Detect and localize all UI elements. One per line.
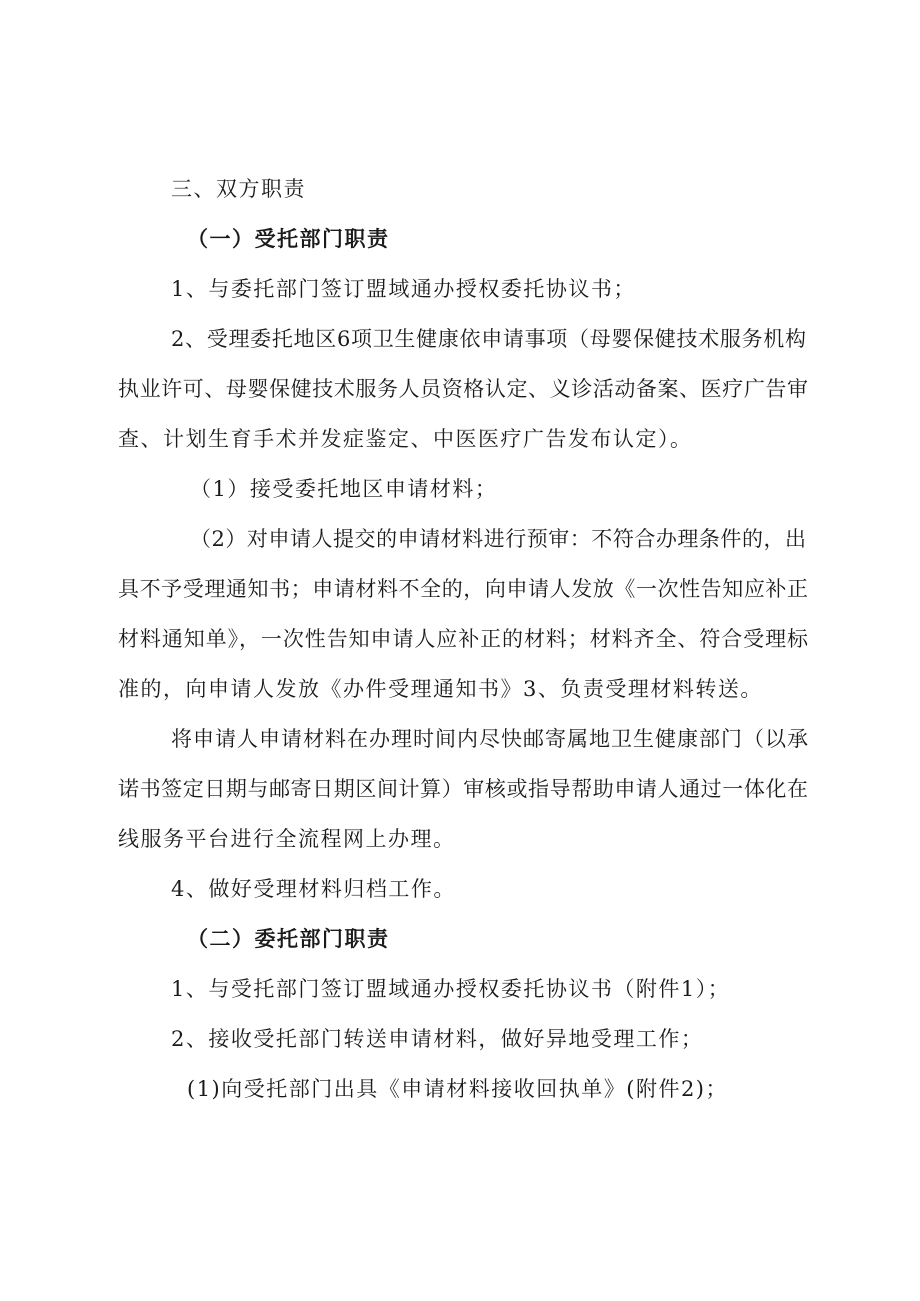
section-title: 三、双方职责 [171, 177, 306, 201]
item-1-2-line-2: 执业许可、母婴保健技术服务人员资格认定、义诊活动备案、医疗广告审 [118, 377, 808, 401]
transfer-paragraph-line-1: 将申请人申请材料在办理时间内尽快邮寄属地卫生健康部门（以承 [171, 727, 808, 751]
item-2-1: 1、与受托部门签订盟域通办授权委托协议书（附件1）； [171, 977, 731, 1001]
item-2-2: 2、接收受托部门转送申请材料，做好异地受理工作； [171, 1027, 704, 1051]
sub-item-2-line-2: 具不予受理通知书；申请材料不全的，向申请人发放《一次性告知应补正 [118, 577, 808, 601]
sub-item-2-line-1: （2）对申请人提交的申请材料进行预审：不符合办理条件的，出 [190, 527, 806, 551]
sub-item-1: （1）接受委托地区申请材料； [190, 477, 498, 501]
sub-item-2-line-3: 材料通知单》，一次性告知申请人应补正的材料；材料齐全、符合受理标 [118, 627, 808, 651]
item-1-4: 4、做好受理材料归档工作。 [171, 877, 456, 901]
heading-entrusting-dept: （二）委托部门职责 [187, 926, 390, 951]
sub-item-2-line-4: 准的，向申请人发放《办件受理通知书》3、负责受理材料转送。 [118, 677, 763, 701]
item-1-1: 1、与委托部门签订盟域通办授权委托协议书； [171, 277, 636, 301]
item-1-2-line-1: 2、受理委托地区6项卫生健康依申请事项（母婴保健技术服务机构 [171, 327, 806, 351]
transfer-paragraph-line-2: 诺书签定日期与邮寄日期区间计算）审核或指导帮助申请人通过一体化在 [118, 777, 808, 801]
transfer-paragraph-line-3: 线服务平台进行全流程网上办理。 [118, 827, 456, 851]
item-1-2-line-3: 查、计划生育手术并发症鉴定、中医医疗广告发布认定）。 [118, 427, 693, 451]
sub-item-2-1: (1)向受托部门出具《申请材料接收回执单》(附件2)； [187, 1077, 728, 1101]
heading-entrusted-dept: （一）受托部门职责 [187, 226, 390, 251]
